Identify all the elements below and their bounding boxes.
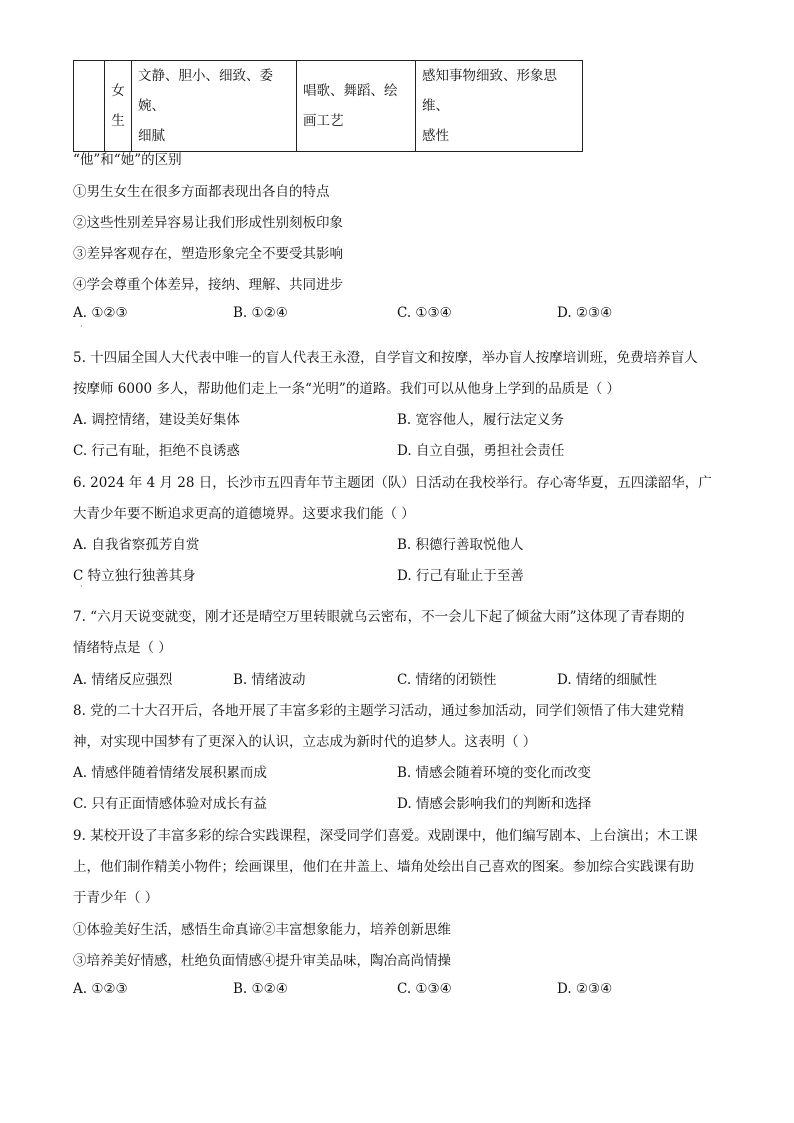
q4-option-b[interactable]: B. ①②④ [233,305,288,321]
q4-statement-3: ③差异客观存在，塑造形象完全不要受其影响 [73,246,343,262]
stray-dot: · [80,582,83,591]
q8-option-a[interactable]: A. 情感伴随着情绪发展积累而成 [73,765,267,781]
cell-text: 生 [111,113,125,129]
q5-option-c[interactable]: C. 行己有耻，拒绝不良诱惑 [73,443,240,459]
q9-stem-line-3: 于青少年（ ） [73,890,159,906]
table-cell-blank [74,61,105,152]
cell-text: 感性 [422,128,449,144]
table-cell-traits [132,61,297,152]
q7-option-c[interactable]: C. 情绪的闭锁性 [397,672,497,688]
q9-stem-line-1: 9. 某校开设了丰富多彩的综合实践课程，深受同学们喜爱。戏剧课中，他们编写剧本、上台演出；木工课 [73,828,698,844]
cell-text: 唱歌、舞蹈、绘 [303,83,398,99]
q9-option-c[interactable]: C. ①③④ [397,981,452,997]
q9-statements-2: ③培养美好情感，杜绝负面情感④提升审美品味，陶冶高尚情操 [73,953,451,969]
q4-title: “他”和“她”的区别 [73,152,182,168]
q5-stem-line-2: 按摩师 6000 多人，帮助他们走上一条“光明”的道路。我们可以从他身上学到的品质是（ ） [73,381,621,397]
q7-option-b[interactable]: B. 情绪波动 [233,672,306,688]
q8-option-b[interactable]: B. 情感会随着环境的变化而改变 [397,765,592,781]
cell-text: 感知事物细致、形象思维、 [422,68,557,114]
q7-stem-line-1: 7. “六月天说变就变，刚才还是晴空万里转眼就乌云密布，不一会儿下起了倾盆大雨”这体现了青春期的 [73,609,685,625]
q6-stem-line-1: 6. 2024 年 4 月 28 日，长沙市五四青年节主题团（队）日活动在我校举行。存心寄华夏，五四漾韶华，广 [73,475,712,491]
q7-option-a[interactable]: A. 情绪反应强烈 [73,672,173,688]
stray-dot: · [80,322,83,331]
q6-option-d[interactable]: D. 行己有耻止于至善 [397,568,524,584]
q6-option-a[interactable]: A. 自我省察孤芳自赏 [73,537,200,553]
table-cell-gender [105,61,132,152]
q9-stem-line-2: 上，他们制作精美小物件；绘画课里，他们在井盖上、墙角处绘出自己喜欢的图案。参加综合实践课有助 [73,859,694,875]
q4-option-c[interactable]: C. ①③④ [397,305,452,321]
q5-option-d[interactable]: D. 自立自强，勇担社会责任 [397,443,565,459]
table-row [74,61,583,152]
comparison-table [73,60,583,152]
q8-stem-line-1: 8. 党的二十大召开后，各地开展了丰富多彩的主题学习活动，通过参加活动，同学们领悟了伟大建党精 [73,703,685,719]
q9-statements-1: ①体验美好生活，感悟生命真谛②丰富想象能力，培养创新思维 [73,922,451,938]
q5-option-a[interactable]: A. 调控情绪，建设美好集体 [73,412,240,428]
q6-option-b[interactable]: B. 积德行善取悦他人 [397,537,524,553]
q9-option-b[interactable]: B. ①②④ [233,981,288,997]
q4-option-a[interactable]: A. ①②③ [73,305,128,321]
cell-text: 女 [111,83,125,99]
q4-statement-1: ①男生女生在很多方面都表现出各自的特点 [73,184,330,200]
q4-statement-4: ④学会尊重个体差异，接纳、理解、共同进步 [73,277,343,293]
q5-option-b[interactable]: B. 宽容他人，履行法定义务 [397,412,565,428]
table-cell-hobbies [297,61,416,152]
q6-stem-line-2: 大青少年要不断追求更高的道德境界。这要求我们能（ ） [73,506,415,522]
q8-option-c[interactable]: C. 只有正面情感体验对成长有益 [73,796,267,812]
q8-option-d[interactable]: D. 情感会影响我们的判断和选择 [397,796,592,812]
cell-text: 文静、胆小、细致、委婉、 [138,68,273,114]
q4-option-d[interactable]: D. ②③④ [557,305,613,321]
q9-option-a[interactable]: A. ①②③ [73,981,128,997]
q9-option-d[interactable]: D. ②③④ [557,981,613,997]
q7-stem-line-2: 情绪特点是（ ） [73,640,172,656]
q5-stem-line-1: 5. 十四届全国人大代表中唯一的盲人代表王永澄，自学盲文和按摩，举办盲人按摩培训班，免费培养盲人 [73,350,698,366]
q6-option-c[interactable]: C 特立独行独善其身 [73,568,196,584]
cell-text: 细腻 [138,128,165,144]
table-cell-thinking [416,61,583,152]
q8-stem-line-2: 神，对实现中国梦有了更深入的认识，立志成为新时代的追梦人。这表明（ ） [73,734,537,750]
q4-statement-2: ②这些性别差异容易让我们形成性别刻板印象 [73,215,343,231]
q7-option-d[interactable]: D. 情绪的细腻性 [557,672,657,688]
cell-text: 画工艺 [303,113,344,129]
